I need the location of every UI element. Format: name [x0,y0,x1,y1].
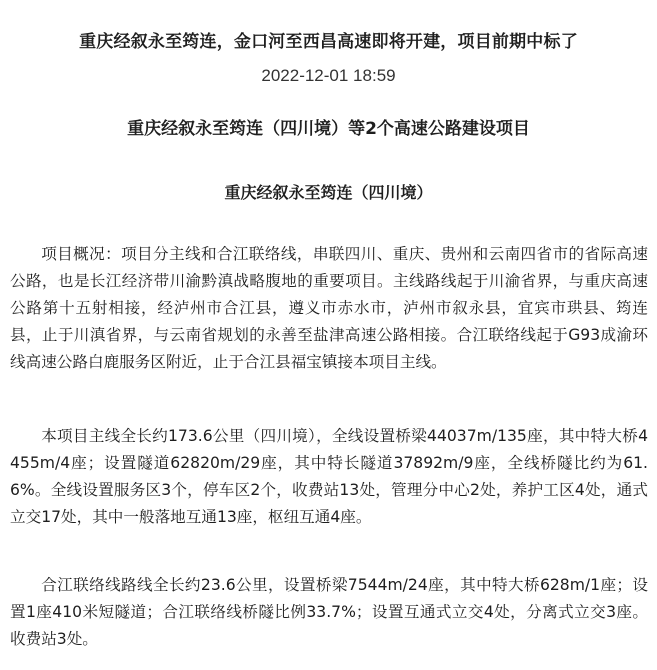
publish-timestamp: 2022-12-01 18:59 [261,66,396,85]
section-title: 重庆经叙永至筠连（四川境） [224,183,433,202]
article-subtitle: 重庆经叙永至筠连（四川境）等2个高速公路建设项目 [127,119,530,139]
paragraph-hejiang-link-specs: 合江联络线路线全长约23.6公里，设置桥梁7544m/24座，其中特大桥628m/1座；设置1座410米短隧道；合江联络线桥隧比例33.7%；设置互通式立交4处，分离式立交3座。收费站3处。 [10,576,648,648]
paragraph-mainline-specs: 本项目主线全长约173.6公里（四川境），全线设置桥梁44037m/135座，其中特大桥4455m/4座；设置隧道62820m/29座，其中特长隧道37892m/9座，全线桥隧比约为61.6%。全线设置服务区3个，停车区2个，收费站13处，管理分中心2处，养护工区4处，通式立交17处，其中一般落地互通13座，枢纽互通4座。 [10,427,648,526]
paragraph-project-overview: 项目概况：项目分主线和合江联络线，串联四川、重庆、贵州和云南四省市的省际高速公路，也是长江经济带川渝黔滇战略腹地的重要项目。主线路线起于川渝省界，与重庆高速公路第十五射相接，经泸州市合江县，遵义市赤水市，泸州市叙永县，宜宾市珙县、筠连县，止于川滇省界，与云南省规划的永善至盐津高速公路相接。合江联络线起于G93成渝环线高速公路白鹿服务区附近，止于合江县福宝镇接本项目主线。 [10,245,648,371]
article-headline: 重庆经叙永至筠连，金口河至西昌高速即将开建，项目前期中标了 [79,32,578,52]
